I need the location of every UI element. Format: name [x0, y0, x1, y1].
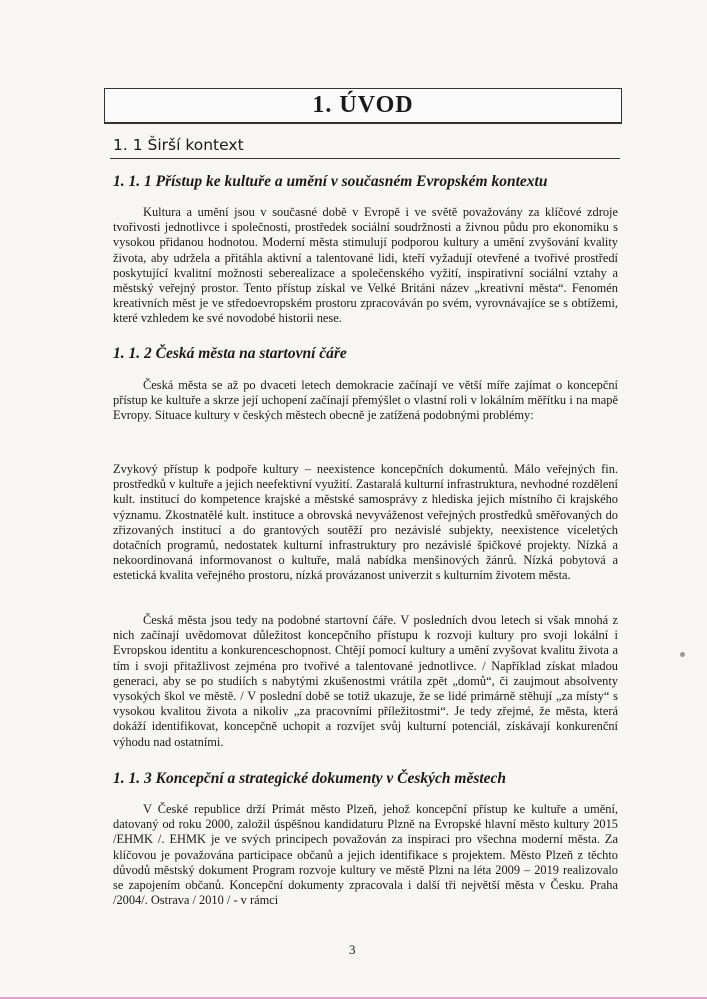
page-number: 3 — [349, 942, 356, 957]
paragraph-2-1: Česká města se až po dvaceti letech demokracie začínají ve větší míře zajímat o koncepční přístup ke kultuře a skrze její uchopení začínají přemýšlet o vlastní roli v lokálním měřítku i na mapě Evropy. Situace kultury v českých městech obecně je zatížená podobnými problémy: — [113, 378, 618, 423]
scan-speck — [680, 652, 685, 657]
paragraph-2-3: Česká města jsou tedy na podobné startovní čáře. V posledních dvou letech si však mnohá z nich začínají uvědomovat důležitost koncepčního přístupu k rozvoji kultury pro svoji lokální i Evropskou identitu a konkurenceschopnost. Chtějí pomocí kultury a umění zvyšovat kvalitu života a tím i svoji přitažlivost zejména pro tvořivé a talentované jednotlivce. / Například získat mladou generaci, aby se po studiích s nabytými zkušenostmi vrátila zpět „domů“, či zaujmout absolventy vysokých škol ve městě. / V poslední době se totiž ukazuje, že se lidé primárně stěhují „za místy“ s vysokou kvalitou života a nikoliv „za pracovními příležitostmi“. Je tedy zřejmé, že města, která dokáží identifikovat, koncepčně uchopit a rozvíjet svůj kulturní potenciál, získávají konkurenční výhodu nad ostatními. — [113, 613, 618, 749]
subsection-heading-3: 1. 1. 3 Koncepční a strategické dokumenty v Českých městech — [113, 770, 507, 787]
subsection-heading-1: 1. 1. 1 Přístup ke kultuře a umění v současném Evropském kontextu — [113, 173, 548, 190]
chapter-title-box — [104, 88, 622, 124]
section-title: 1. 1 Širší kontext — [113, 136, 244, 154]
paragraph-2-2: Zvykový přístup k podpoře kultury – neexistence koncepčních dokumentů. Málo veřejných fin. prostředků v kultuře a jejich neefektivní využití. Zastaralá kulturní infrastruktura, nevhodné rozdělení kult. institucí do kompetence krajské a městské samosprávy z hlediska jejich místního či krajského významu. Zkostnatělé kult. instituce a obrovská nevyváženost veřejných prostředků směřovaných do zřizovaných institucí a do grantových soutěží pro nezávislé subjekty, neexistence víceletých dotačních programů, nedostatek kulturní infrastruktury pro nezávislé špičkové projekty. Nízká a nekoordinovaná informovanost o kultuře, malá nabídka menšinových žánrů. Nízká pobytová a estetická kvalita veřejného prostoru, nízká provázanost univerzit s kulturním životem města. — [113, 462, 618, 583]
subsection-heading-2: 1. 1. 2 Česká města na startovní čáře — [113, 345, 347, 362]
paragraph-1-1: Kultura a umění jsou v současné době v Evropě i ve světě považovány za klíčové zdroje tvořivosti jednotlivce i společnosti, prostředek sociální soudržnosti a živnou půdu pro ekonomiku s vysokou přidanou hodnotou. Moderní města stimulují podporou kultury a umění zvyšování kvality života, aby udržela a přitáhla aktivní a talentované lidi, kteří vyžadují otevřené a tvořivé prostředí poskytující kvalitní možnosti seberealizace a společenského vyžití, inspirativní sociální vztahy a městský veřejný prostor. Tento přístup získal ve Velké Británi název „kreativní města“. Fenomén kreativních měst je ve středoevropském prostoru zpracováván po svém, vyrovnávajíce se s obtížemi, které vzhledem ke své novodobé historii nese. — [113, 205, 618, 326]
section-rule — [110, 158, 620, 159]
chapter-title: 1. ÚVOD — [312, 92, 414, 118]
paragraph-3-1: V České republice drží Primát město Plzeň, jehož koncepční přístup ke kultuře a umění, datovaný od roku 2000, založil úspěšnou kandidaturu Plzně na Evropské hlavní město kultury 2015 /EHMK /. EHMK je ve svých principech považován za inspiraci pro všechna moderní města. Za klíčovou je považována participace občanů a jejich identifikace s projektem. Město Plzeň z těchto důvodů městský dokument Program rozvoje kultury ve městě Plzni na léta 2009 – 2019 realizovalo se zapojením občanů. Koncepční dokumenty zpracovala i další tři největší města v Česku. Praha /2004/. Ostrava / 2010 / - v rámci — [113, 802, 618, 908]
